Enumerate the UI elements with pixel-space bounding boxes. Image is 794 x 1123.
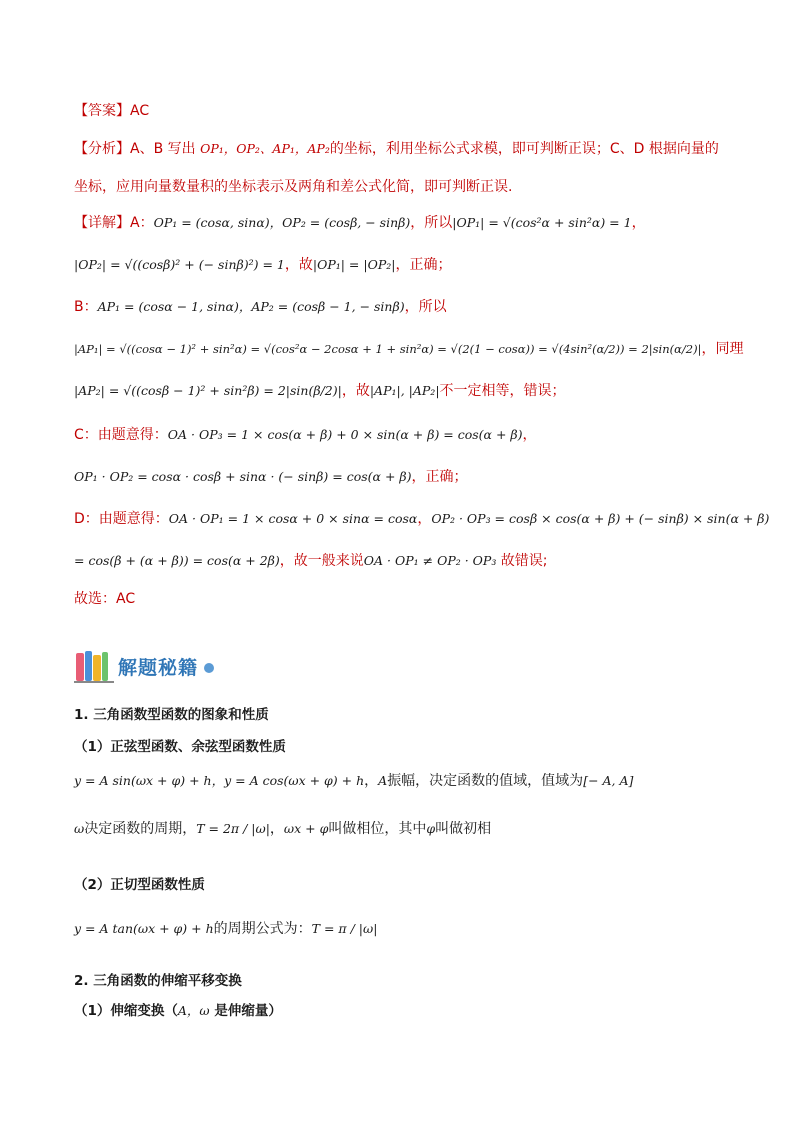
answer-value: AC: [130, 103, 150, 119]
detail-c2-math: OP₁ · OP₂ = cosα · cosβ + sinα · (− sinβ) = cos(α + β): [74, 469, 412, 484]
sub1-l2-text-2: ，: [269, 821, 284, 837]
analysis-vectors: OP₁，OP₂、AP₁，AP₂: [200, 141, 330, 156]
detail-d2-math-1: = cos(β + (α + β)) = cos(α + 2β): [74, 553, 280, 568]
sub2-math-2: T = π / |ω|: [311, 921, 378, 936]
secrets-sub-1-line-1: [74, 770, 633, 792]
detail-a-line-2: [74, 254, 451, 276]
secrets-sub-2-title: （2）正切型函数性质: [74, 877, 205, 893]
detail-d2-text-1: ，故一般来说: [279, 553, 364, 569]
answer-tag: 【答案】: [74, 103, 130, 119]
detail-c-line-2: [74, 466, 468, 488]
detail-b-math-1: AP₁ = (cosα − 1, sinα)，AP₂ = (cosβ − 1, − sinβ): [97, 299, 405, 314]
sub1-l2-math-1: ω: [74, 821, 85, 836]
detail-d-line-2: [74, 550, 548, 572]
detail-choice: 故选：AC: [74, 591, 136, 607]
detail-a-math-2: |OP₁| = √(cos²α + sin²α) = 1: [452, 215, 632, 230]
detail-c-comma: ，: [522, 427, 537, 443]
sub1-l2-math-4: φ: [426, 821, 436, 836]
sub1-l2-text-4: 叫做初相: [435, 821, 492, 837]
detail-b2-math: |AP₁| = √((cosα − 1)² + sin²α) = √(cos²α − 2cosα + 1 + sin²α) = √(2(1 − cosα)) = √(4sin²(α/2)) = 2|sin(α/2)|: [74, 342, 702, 356]
detail-a-line-1: [74, 212, 646, 234]
sub1-math-2: A: [378, 773, 388, 788]
secrets-sub-3-title: [74, 1000, 282, 1022]
sub1-l2-math-3: ωx + φ: [283, 821, 329, 836]
sub1-math-1: y = A sin(ωx + φ) + h，y = A cos(ωx + φ) + h: [74, 773, 365, 788]
detail-c-math-1: OA · OP₃ = 1 × cos(α + β) + 0 × sin(α + β) = cos(α + β): [167, 427, 523, 442]
detail-a-label: A：: [130, 215, 154, 231]
sub2-math-1: y = A tan(ωx + φ) + h: [74, 921, 214, 936]
analysis-text-b: 的坐标，利用坐标公式求模，即可判断正误；C、D 根据向量的: [329, 141, 719, 157]
books-icon: [74, 649, 116, 683]
detail-a2-math-2: |OP₁| = |OP₂|: [312, 257, 396, 272]
secrets-item-1-title: 1. 三角函数型函数的图象和性质: [74, 707, 269, 723]
detail-a2-math-1: |OP₂| = √((cosβ)² + (− sinβ)²) = 1: [74, 257, 285, 272]
sub1-math-3: [− A, A]: [583, 773, 634, 788]
detail-b-label: B：: [74, 299, 98, 315]
detail-b3-text-1: ，故: [341, 383, 370, 399]
detail-b3-math-1: |AP₂| = √((cosβ − 1)² + sin²β) = 2|sin(β/2)|: [74, 383, 342, 398]
detail-a-text-1: ，所以: [410, 215, 453, 231]
detail-d-label: D：由题意得：: [74, 511, 169, 527]
detail-a-math-1: OP₁ = (cosα, sinα)，OP₂ = (cosβ, − sinβ): [153, 215, 411, 230]
secrets-sub-2-line-1: [74, 918, 377, 940]
detail-b3-text-2: 不一定相等，错误；: [439, 383, 566, 399]
sub2-text-1: 的周期公式为：: [213, 921, 312, 937]
analysis-line-1: [74, 138, 719, 160]
detail-b-line-3: [74, 380, 566, 402]
sub3-title-a: （1）伸缩变换（: [74, 1003, 178, 1019]
detail-d2-text-2: 故错误;: [496, 553, 548, 569]
detail-a2-text-1: ，故: [284, 257, 313, 273]
sub1-l2-text-1: 决定函数的周期，: [84, 821, 197, 837]
answer-line: [74, 100, 149, 122]
analysis-text-a: A、B 写出: [130, 141, 196, 157]
detail-d-math-2: OP₂ · OP₃ = cosβ × cos(α + β) + (− sinβ) × sin(α + β): [431, 511, 770, 526]
secrets-title: 解题秘籍: [118, 656, 199, 679]
detail-b-line-2: [74, 338, 743, 360]
title-dot-icon: [204, 663, 214, 673]
analysis-line-2: 坐标，应用向量数量积的坐标表示及两角和差公式化简，即可判断正误.: [74, 179, 513, 195]
detail-d-line-1: [74, 508, 769, 530]
secrets-sub-1-title: （1）正弦型函数、余弦型函数性质: [74, 739, 286, 755]
sub1-text-2: 振幅，决定函数的值域，值域为: [387, 773, 584, 789]
detail-a-comma: ，: [631, 215, 646, 231]
sub1-l2-text-3: 叫做相位，其中: [328, 821, 427, 837]
sub1-text-1: ，: [364, 773, 379, 789]
detail-b2-text: ，同理: [701, 341, 744, 357]
detail-b3-math-2: |AP₁|, |AP₂|: [369, 383, 440, 398]
detail-d-comma: ，: [417, 511, 432, 527]
detail-c2-text: ，正确；: [411, 469, 468, 485]
detail-tag: 【详解】: [74, 215, 130, 231]
detail-c-line-1: [74, 424, 537, 446]
detail-b-line-1: [74, 296, 447, 318]
detail-b-text-1: ，所以: [404, 299, 447, 315]
secrets-item-2-title: 2. 三角函数的伸缩平移变换: [74, 973, 242, 989]
secrets-header: [74, 648, 274, 684]
sub3-math: A，ω: [177, 1003, 210, 1018]
detail-a2-text-2: ，正确；: [395, 257, 452, 273]
sub1-l2-math-2: T = 2π / |ω|: [196, 821, 270, 836]
secrets-sub-1-line-2: [74, 818, 491, 840]
detail-c-label: C：由题意得：: [74, 427, 168, 443]
sub3-title-b: 是伸缩量）: [209, 1003, 282, 1019]
analysis-tag: 【分析】: [74, 141, 130, 157]
detail-d-math-1: OA · OP₁ = 1 × cosα + 0 × sinα = cosα: [168, 511, 418, 526]
detail-d2-math-2: OA · OP₁ ≠ OP₂ · OP₃: [363, 553, 497, 568]
